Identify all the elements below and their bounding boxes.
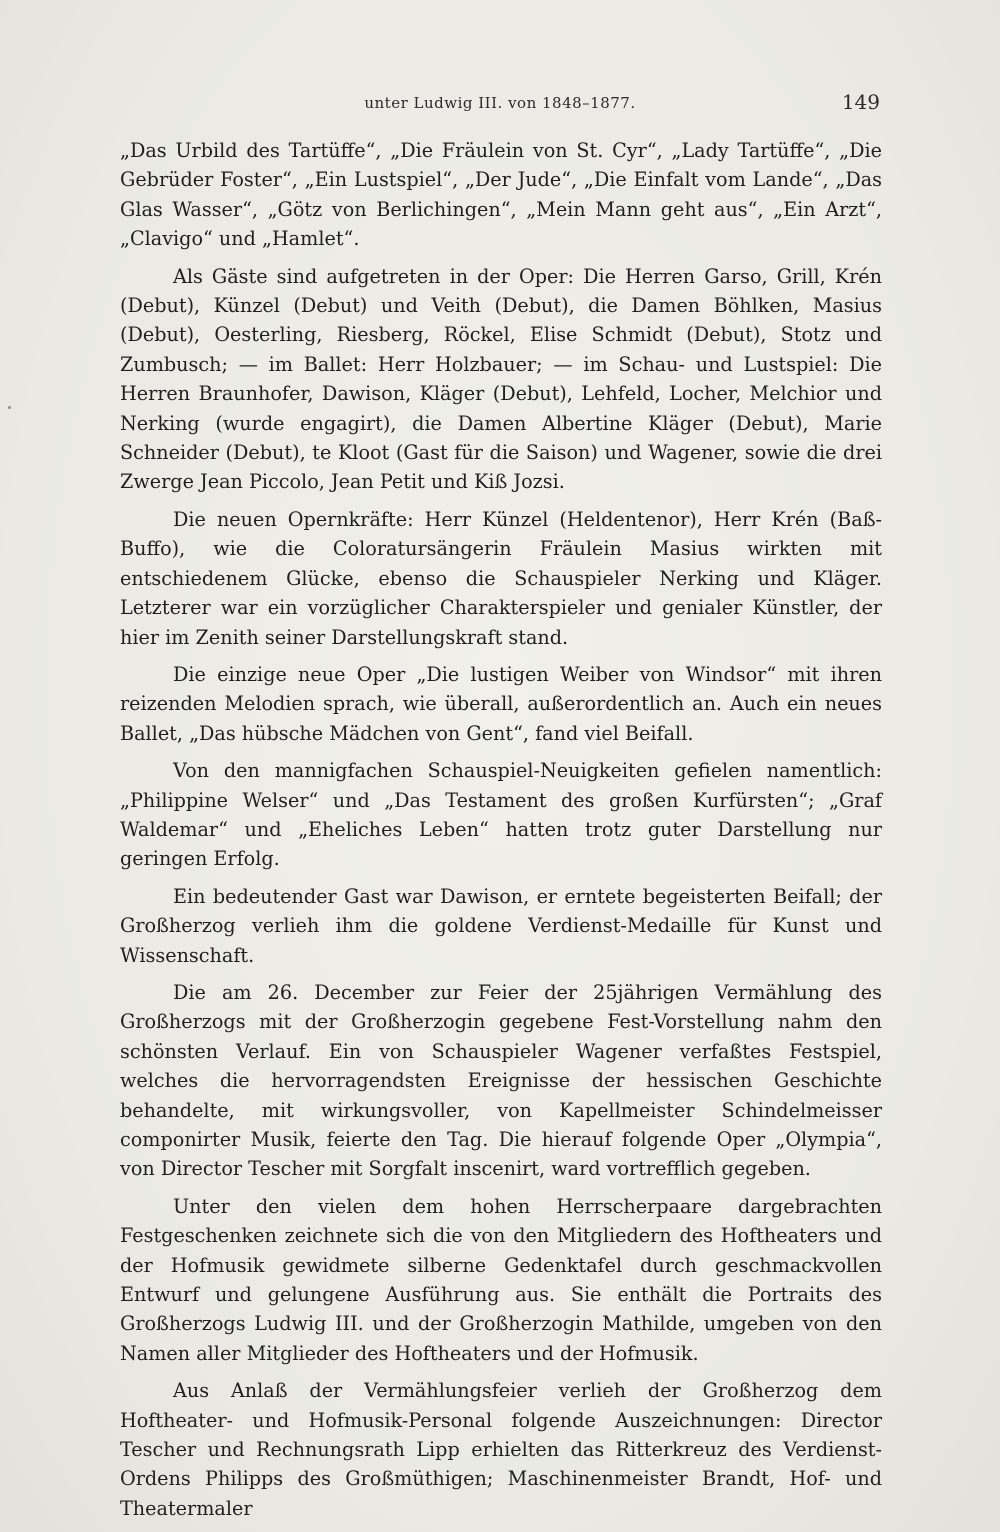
running-head xyxy=(120,90,880,120)
paragraph-memorial-tablet: Unter den vielen dem hohen Herrscherpaare dargebrachten Festgeschenken zeichnete sich die von den Mitgliedern des Hoftheaters und der Hofmusik gewidmete silberne Gedenktafel durch geschmackvollen Entwurf und gelungene Ausführung aus. Sie enthält die Portraits des Großherzogs Ludwig III. und der Großherzogin Mathilde, umgeben von den Namen aller Mitglieder des Hoftheaters und der Hofmusik. xyxy=(120,1194,882,1365)
paragraph-awards: Aus Anlaß der Vermählungsfeier verlieh der Großherzog dem Hoftheater- und Hofmusik-Personal folgende Auszeichnungen: Director Tescher und Rechnungsrath Lipp erhielten das Ritterkreuz des Verdienst-Ordens Philipps des Großmüthigen; Maschinenmeister Brandt, Hof- und Theatermaler xyxy=(120,1379,882,1520)
text-body xyxy=(120,136,882,1531)
paragraph-new-opera-members: Die neuen Opernkräfte: Herr Künzel (Heldentenor), Herr Krén (Baß-Buffo), wie die Coloratursängerin Fräulein Masius wirkten mit entschiedenem Glücke, ebenso die Schauspieler Nerking und Kläger. Letzterer war ein vorzüglicher Charakterspieler und genialer Künstler, der hier im Zenith seiner Darstellungskraft stand. xyxy=(120,507,882,649)
paragraph-guest-dawison: Ein bedeutender Gast war Dawison, er erntete begeisterten Beifall; der Großherzog verlieh ihm die goldene Verdienst-Medaille für Kunst und Wissenschaft. xyxy=(120,884,882,967)
paragraph-play-novelties: Von den mannigfachen Schauspiel-Neuigkeiten gefielen namentlich: „Philippine Welser“ und „Das Testament des großen Kurfürsten“; „Graf Waldemar“ und „Eheliches Leben“ hatten trotz guter Darstellung nur geringen Erfolg. xyxy=(120,759,882,871)
paragraph-play-list: „Das Urbild des Tartüffe“, „Die Fräulein von St. Cyr“, „Lady Tartüffe“, „Die Gebrüder Foster“, „Ein Lustspiel“, „Der Jude“, „Die Einfalt vom Lande“, „Das Glas Wasser“, „Götz von Berlichingen“, „Mein Mann geht aus“, „Ein Arzt“, „Clavigo“ und „Hamlet“. xyxy=(120,139,882,251)
paragraph-new-opera: Die einzige neue Oper „Die lustigen Weiber von Windsor“ mit ihren reizenden Melodien sprach, wie überall, außerordentlich an. Auch ein neues Ballet, „Das hübsche Mädchen von Gent“, fand viel Beifall. xyxy=(120,662,882,745)
scan-speck xyxy=(8,406,11,409)
page-number: 149 xyxy=(841,90,880,114)
paragraph-festival-performance: Die am 26. December zur Feier der 25jährigen Vermählung des Großherzogs mit der Großherzogin gegebene Fest-Vorstellung nahm den schönsten Verlauf. Ein von Schauspieler Wagener verfaßtes Festspiel, welches die hervorragendsten Ereignisse der hessischen Geschichte behandelte, mit wirkungsvoller, von Kapellmeister Schindelmeisser componirter Musik, feierte den Tag. Die hierauf folgende Oper „Olympia“, von Director Tescher mit Sorgfalt inscenirt, ward vortrefflich gegeben. xyxy=(120,980,882,1181)
paragraph-guest-artists: Als Gäste sind aufgetreten in der Oper: Die Herren Garso, Grill, Krén (Debut), Künzel (Debut) und Veith (Debut), die Damen Böhlken, Masius (Debut), Oesterling, Riesberg, Röckel, Elise Schmidt (Debut), Stotz und Zumbusch; — im Ballet: Herr Holzbauer; — im Schau- und Lustspiel: Die Herren Braunhofer, Dawison, Kläger (Debut), Lehfeld, Locher, Melchior und Nerking (wurde engagirt), die Damen Albertine Kläger (Debut), Marie Schneider (Debut), te Kloot (Gast für die Saison) und Wagener, sowie die drei Zwerge Jean Piccolo, Jean Petit und Kiß Jozsi. xyxy=(120,264,882,494)
running-title: unter Ludwig III. von 1848–1877. xyxy=(364,94,636,112)
